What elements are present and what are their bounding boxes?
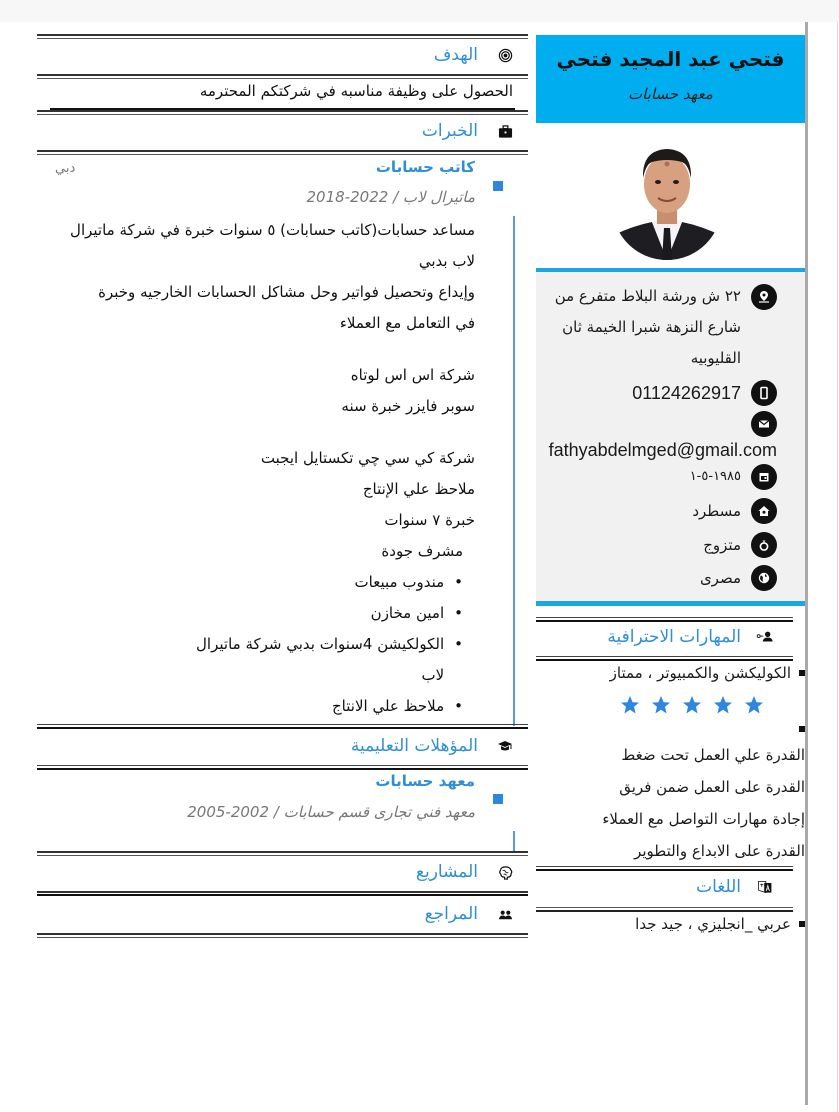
graduation-cap-icon [496, 737, 514, 755]
skill-subline: القدرة على العمل ضمن فريق [619, 778, 805, 796]
ring-icon [751, 532, 777, 558]
divider [37, 150, 528, 155]
entry-bullet-icon [493, 181, 503, 191]
contact-nationality: مصرى [700, 565, 777, 591]
skill-item: الكوليكشن والكمبيوتر ، ممتاز [610, 664, 805, 682]
education-title: معهد حسابات [375, 772, 475, 790]
profile-header [536, 35, 805, 123]
timeline-line [513, 831, 515, 851]
experience-company-dates: ماتيرال لاب / 2022-2018 [306, 188, 475, 206]
skill-rating [620, 695, 764, 715]
divider [536, 907, 793, 912]
page-edge-line [837, 22, 838, 1112]
languages-section-header: اللغات [536, 869, 793, 905]
location-pin-icon [751, 284, 777, 310]
star-icon [651, 695, 671, 715]
star-icon [744, 695, 764, 715]
bullet-item: • امين مخازن [370, 604, 463, 622]
viewer-top-bar [0, 0, 839, 22]
bullet-item: • الكولكيشن 4سنوات بدبي شركة ماتيرال لاب [196, 635, 463, 684]
entry-bullet-icon [493, 794, 503, 804]
references-section-header: المراجع [37, 897, 528, 931]
divider [37, 891, 528, 896]
experience-job-title: كاتب حسابات [375, 158, 475, 176]
square-bullet-icon [799, 921, 805, 927]
profile-name: فتحي عبد المجيد فتحي [556, 47, 785, 71]
education-details: معهد فني تجارى قسم حسابات / 2002-2005 [187, 803, 475, 821]
photo-area [536, 123, 805, 268]
profile-photo [612, 136, 722, 260]
translate-icon [755, 877, 775, 897]
envelope-icon [751, 411, 777, 437]
experience-section-header: الخبرات [37, 114, 528, 148]
experience-description: مساعد حسابات(كاتب حسابات) ٥ سنوات خبرة في شركة ماتيرال لاب بدبي وإيداع وتحصيل فواتير وحل مشاكل الحسابات الخارجيه وخبرة في التعامل مع العملاء شركة اس اس لوتاه سوبر فايزر خبرة سنه شركة كي سي چي تكستايل ايجبت ملاحظ علي الإنتاج خبرة ٧ سنوات مشرف جودة • مندوب مبيعات • امين مخازن • الكولكيشن 4سنوات بدبي شركة ماتيرال لاب • ملاحظ علي الانتاج [55, 215, 475, 722]
square-bullet-icon [799, 726, 805, 732]
contact-email: fathyabdelmged@gmail.com [548, 440, 777, 460]
contact-email-icon-row [751, 411, 777, 437]
skill-item [799, 726, 805, 732]
briefcase-icon [496, 122, 514, 140]
target-icon [496, 46, 514, 64]
mobile-phone-icon [751, 380, 777, 406]
objective-text: الحصول على وظيفة مناسبه في شركتكم المحترمه [199, 82, 513, 100]
divider [536, 656, 793, 661]
star-icon [620, 695, 640, 715]
contact-phone: 01124262917 [632, 380, 777, 406]
skill-subline: القدرة على الابداع والتطوير [634, 842, 805, 860]
divider [37, 74, 528, 79]
divider [37, 933, 528, 938]
bullet-item: • مندوب مبيعات [354, 573, 463, 591]
brain-icon [496, 863, 514, 881]
calendar-icon [751, 464, 777, 490]
page-edge-shadow [805, 22, 808, 1105]
star-icon [682, 695, 702, 715]
star-icon [713, 695, 733, 715]
timeline-line [513, 216, 515, 726]
user-key-icon [755, 627, 775, 647]
people-icon [496, 905, 514, 923]
skill-subline: إجادة مهارات التواصل مع العملاء [602, 810, 805, 828]
square-bullet-icon [799, 670, 805, 676]
contact-panel [536, 268, 805, 606]
contact-address: ٢٢ ش ورشة البلاط متفرع من شارع النزهة شبرا الخيمة ثان القليوبيه [537, 284, 777, 374]
objective-section-header: الهدف [37, 38, 528, 72]
contact-birthdate: ١٩٨٥-٥-١ [690, 464, 777, 490]
contact-marital: متزوج [703, 532, 777, 558]
language-item: عربي _انجليزي ، جيد جدا [635, 915, 805, 933]
education-section-header: المؤهلات التعليمية [37, 729, 528, 763]
experience-location: دبي [55, 161, 76, 176]
globe-icon [751, 565, 777, 591]
contact-military: مسطرد [692, 498, 777, 524]
bullet-item: • ملاحظ علي الانتاج [332, 697, 463, 715]
skills-section-header: المهارات الاحترافية [536, 619, 793, 655]
divider [37, 765, 528, 770]
home-icon [751, 498, 777, 524]
profile-title: معهد حسابات [628, 85, 713, 103]
projects-section-header: المشاريع [37, 855, 528, 889]
skill-subline: القدرة علي العمل تحت ضغط [621, 746, 805, 764]
